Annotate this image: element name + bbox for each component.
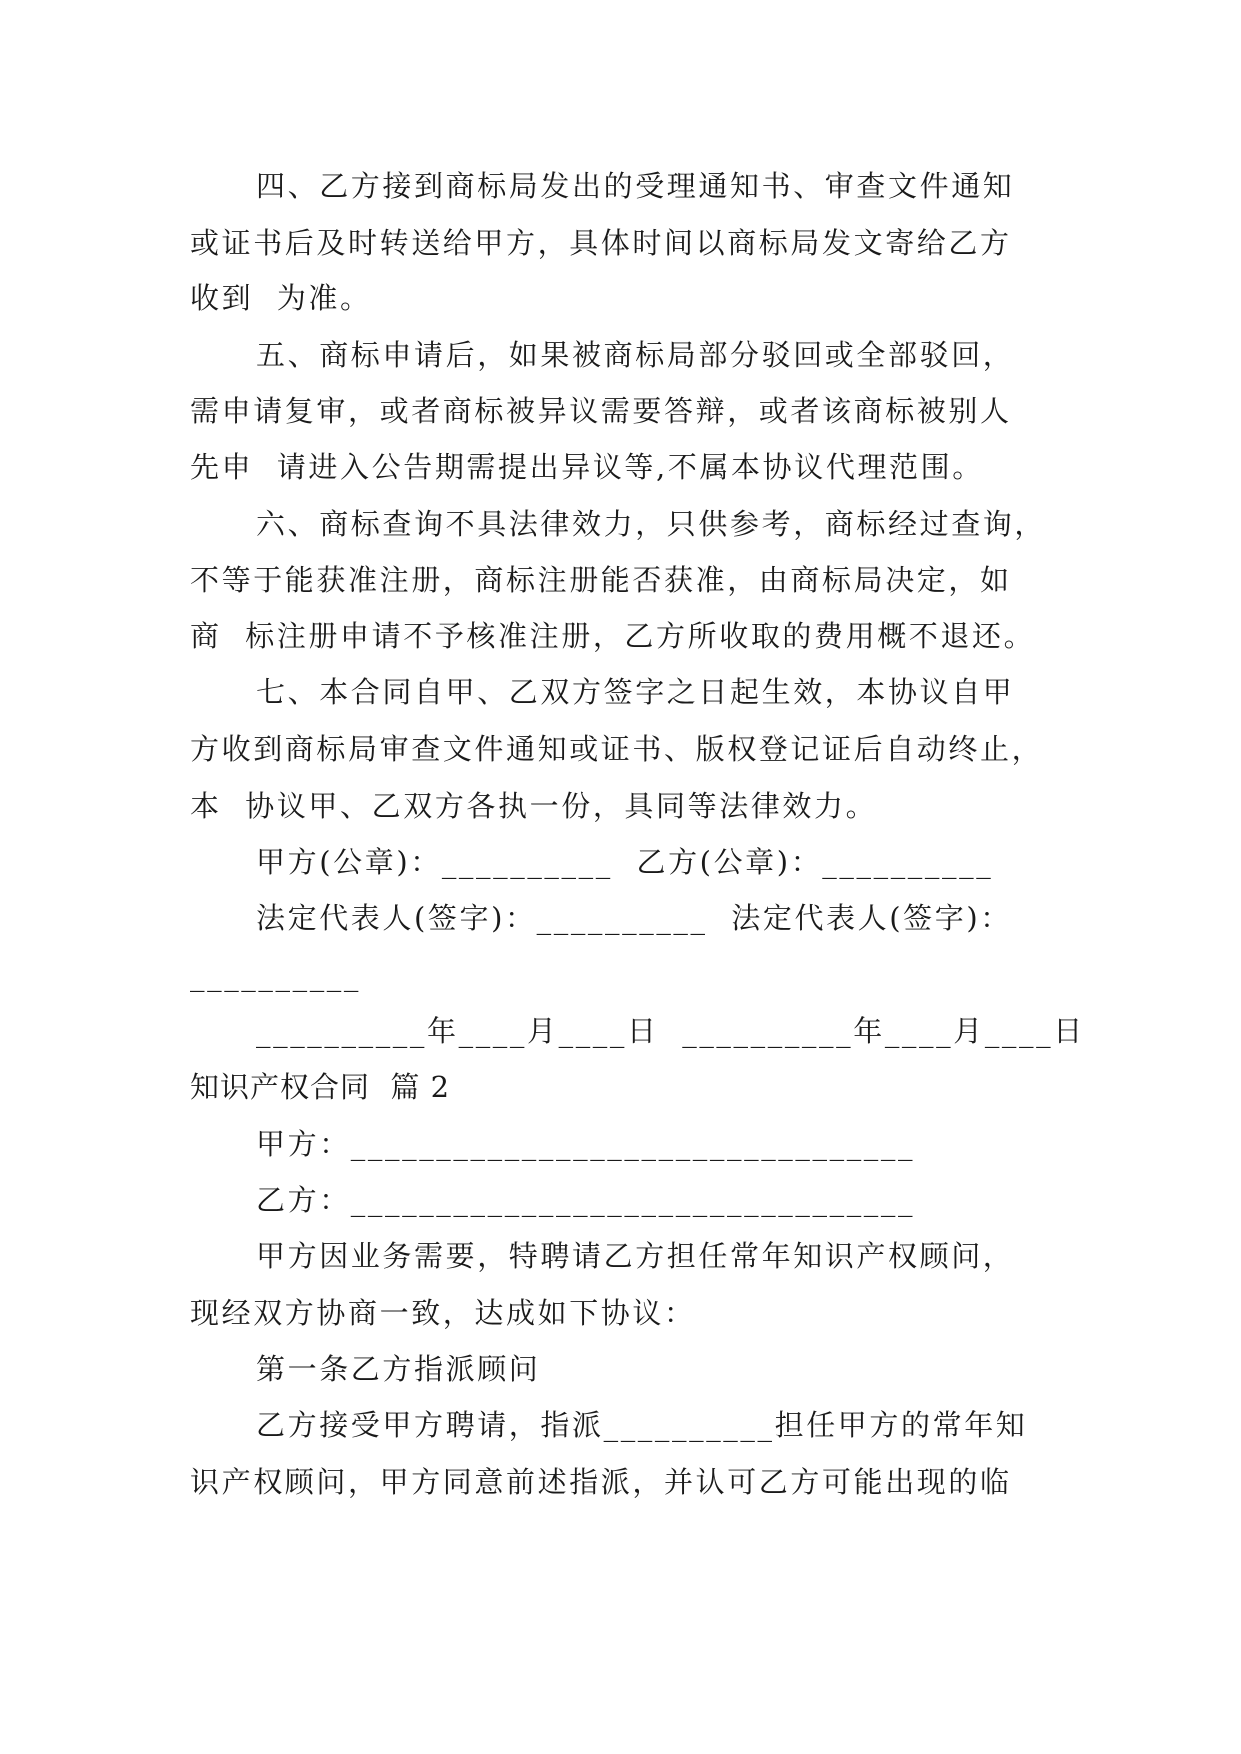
section-heading: 知识产权合同 篇 2 [190,1070,451,1104]
paragraph-6-line-2: 不等于能获准注册，商标注册能否获准，由商标局决定，如 [190,563,1012,597]
paragraph-5-line-2: 需申请复审，或者商标被异议需要答辩，或者该商标被别人 [190,394,1012,428]
paragraph-6-line-3: 商 标注册申请不予核准注册，乙方所收取的费用概不退还。 [190,619,1036,653]
date-line: __________年____月____日 __________年____月____日 [256,1014,1085,1048]
article-1-line-1: 乙方接受甲方聘请，指派__________担任甲方的常年知 [256,1408,1028,1442]
paragraph-7-line-3: 本 协议甲、乙双方各执一份，具同等法律效力。 [190,789,878,823]
paragraph-7-line-2: 方收到商标局审查文件通知或证书、版权登记证后自动终止， [190,732,1044,766]
intro-line-1: 甲方因业务需要，特聘请乙方担任常年知识产权顾问， [256,1239,1015,1273]
paragraph-7-line-1: 七、本合同自甲、乙双方签字之日起生效，本协议自甲 [256,675,1015,709]
paragraph-5-line-1: 五、商标申请后，如果被商标局部分驳回或全部驳回， [256,338,1015,372]
party-a-field: 甲方：_________________________________ [256,1127,916,1161]
representative-signature-line: 法定代表人(签字)：__________ 法定代表人(签字)： [256,901,1012,935]
representative-signature-blank: __________ [190,958,361,992]
seal-signature-line: 甲方(公章)：__________ 乙方(公章)：__________ [256,845,994,879]
party-b-field: 乙方：_________________________________ [256,1183,916,1217]
intro-line-2: 现经双方协商一致，达成如下协议： [190,1296,696,1330]
article-1-line-2: 识产权顾问，甲方同意前述指派，并认可乙方可能出现的临 [190,1465,1012,1499]
article-1-title: 第一条乙方指派顾问 [256,1352,541,1386]
paragraph-4-line-3: 收到 为准。 [190,281,372,315]
paragraph-5-line-3: 先申 请进入公告期需提出异议等,不属本协议代理范围。 [190,450,984,484]
paragraph-4-line-2: 或证书后及时转送给甲方，具体时间以商标局发文寄给乙方 [190,226,1012,260]
paragraph-6-line-1: 六、商标查询不具法律效力，只供参考，商标经过查询， [256,507,1047,541]
paragraph-4-line-1: 四、乙方接到商标局发出的受理通知书、审查文件通知 [256,169,1015,203]
